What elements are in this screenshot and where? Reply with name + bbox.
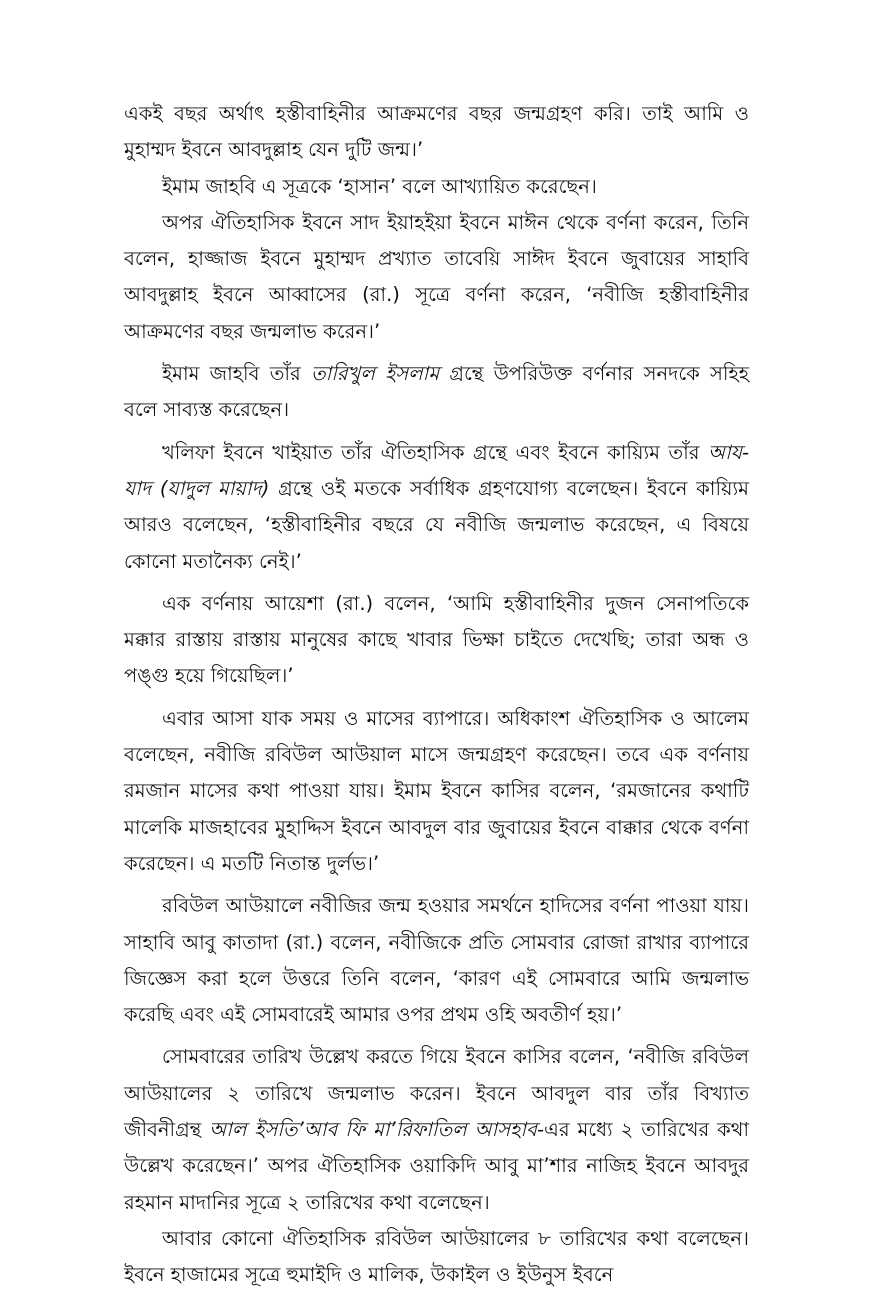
paragraph-text: রবিউল আউয়ালে নবীজির জন্ম হওয়ার সমর্থনে হাদিসের বর্ণনা পাওয়া যায়। সাহাবি আবু কাতাদা (রা.) বলেন, নবীজিকে প্রতি সোমবার রোজা রাখার ব্যাপারে জিজ্ঞেস করা হলে উত্তরে তিনি বলেন, ‘কারণ এই সোমবারে আমি জন্মলাভ করেছি এবং এই সোমবারেই আমার ওপর প্রথম ওহি অবতীর্ণ হয়।’ (124, 894, 749, 1027)
paragraph-text: অপর ঐতিহাসিক ইবনে সাদ ইয়াহইয়া ইবনে মাঈন থেকে বর্ণনা করেন, তিনি বলেন, হাজ্জাজ ইবনে মুহাম্মদ প্রখ্যাত তাবেয়ি সাঈদ ইবনে জুবায়ের সাহাবি আবদুল্লাহ ইবনে আব্বাসের (রা.) সূত্রে বর্ণনা করেন, ‘নবীজি হস্তীবাহিনীর আক্রমণের বছর জন্মলাভ করেন।’ (124, 210, 749, 343)
paragraph-text: একই বছর অর্থাৎ হস্তীবাহিনীর আক্রমণের বছর জন্মগ্রহণ করি। তাই আমি ও মুহাম্মদ ইবনে আবদুল্লাহ যেন দুটি জন্ম।’ (124, 102, 749, 162)
paragraph-text: এক বর্ণনায় আয়েশা (রা.) বলেন, ‘আমি হস্তীবাহিনীর দুজন সেনাপতিকে মক্কার রাস্তায় রাস্তায় মানুষের কাছে খাবার ভিক্ষা চাইতে দেখেছি; তারা অন্ধ ও পঙ্গু হয়ে গিয়েছিল।’ (124, 591, 749, 688)
book-page (124, 96, 749, 1294)
paragraph-text: গ্রন্থে ওই মতকে সর্বাধিক গ্রহণযোগ্য বলেছেন। ইবনে কায়্যিম আরও বলেছেন, ‘হস্তীবাহিনীর বছরে যে নবীজি জন্মলাভ করেছেন, এ বিষয়ে কোনো মতানৈক্য নেই।’ (124, 476, 749, 573)
paragraph-1 (124, 96, 749, 169)
paragraph-text: আবার কোনো ঐতিহাসিক রবিউল আউয়ালের ৮ তারিখের কথা বলেছেন। ইবনে হাজামের সূত্রে হুমাইদি ও মালিক, উকাইল ও ইউনুস ইবনে (124, 1226, 749, 1287)
paragraph-7 (124, 701, 749, 882)
paragraph-text: গ্রন্থে উপরিউক্ত বর্ণনার সনদকে সহিহ বলে সাব্যস্ত করেছেন। (124, 362, 749, 422)
paragraph-text: এবার আসা যাক সময় ও মাসের ব্যাপারে। অধিকাংশ ঐতিহাসিক ও আলেম বলেছেন, নবীজি রবিউল আউয়াল মাসে জন্মগ্রহণ করেছেন। তবে এক বর্ণনায় রমজান মাসের কথা পাওয়া যায়। ইমাম ইবনে কাসির বলেন, ‘রমজানের কথাটি মালেকি মাজহাবের মুহাদ্দিস ইবনে আবদুল বার জুবায়ের ইবনে বাক্কার থেকে বর্ণনা করেছেন। এ মতটি নিতান্ত দুর্লভ।’ (124, 706, 749, 875)
paragraph-4 (124, 356, 749, 429)
paragraph-9 (124, 1039, 749, 1220)
paragraph-10 (124, 1221, 749, 1294)
paragraph-text: সোমবারের তারিখ উল্লেখ করতে গিয়ে ইবনে কাসির বলেন, ‘নবীজি রবিউল আউয়ালের ২ তারিখে জন্মলাভ করেন। ইবনে আবদুল বার তাঁর বিখ্যাত জীবনীগ্রন্থ (124, 1045, 749, 1142)
book-title: আল ইসতি’আব ফি মা’রিফাতিল আসহাব (209, 1118, 537, 1142)
paragraph-text: খলিফা ইবনে খাইয়াত তাঁর ঐতিহাসিক গ্রন্থে এবং ইবনে কায়্যিম তাঁর (162, 440, 708, 464)
paragraph-text: ইমাম জাহবি এ সূত্রকে ‘হাসান’ বলে আখ্যায়িত করেছেন। (162, 174, 597, 198)
paragraph-text: -এর মধ্যে ২ তারিখের কথা উল্লেখ করেছেন।’ অপর ঐতিহাসিক ওয়াকিদি আবু মা’শার নাজিহ ইবনে আবদুর রহমান মাদানির সূত্রে ২ তারিখের কথা বলেছেন। (124, 1118, 750, 1214)
paragraph-2 (124, 169, 749, 205)
paragraph-6 (124, 586, 749, 695)
paragraph-text: ইমাম জাহবি তাঁর (162, 362, 311, 386)
book-title: আয-যাদ (যাদুল মায়াদ) (124, 440, 749, 500)
paragraph-5 (124, 435, 749, 580)
book-title: তারিখুল ইসলাম (310, 362, 440, 386)
paragraph-8 (124, 888, 749, 1033)
paragraph-3 (124, 205, 749, 350)
